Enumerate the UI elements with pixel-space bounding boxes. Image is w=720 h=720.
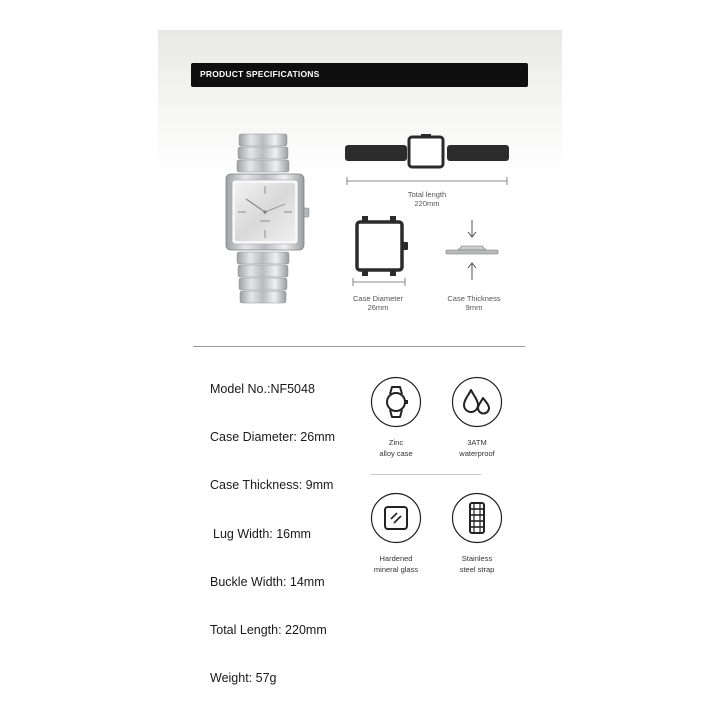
feature-strap-label [437, 553, 517, 575]
total-length-caption [387, 190, 467, 208]
steel-strap-icon [451, 492, 503, 544]
total-length-diagram [342, 134, 512, 192]
case-thickness-caption [434, 294, 514, 312]
spec-weight: Weight: 57g [210, 671, 277, 685]
header-title: PRODUCT SPECIFICATIONS [200, 69, 320, 79]
strap-left-icon [345, 145, 407, 161]
glass-icon [370, 492, 422, 544]
spec-total-length: Total Length: 220mm [210, 623, 327, 637]
case-thickness-label: Case Thickness [447, 294, 501, 303]
watch-case [226, 174, 309, 250]
water-drops-icon [451, 376, 503, 428]
total-length-value: 220mm [414, 199, 440, 208]
feature-glass-line1: Hardened [379, 554, 413, 563]
watch-photo [222, 130, 312, 315]
case-diameter-caption [338, 294, 418, 312]
spec-buckle-width: Buckle Width: 14mm [210, 575, 325, 589]
feature-glass-label [356, 553, 436, 575]
feature-divider [371, 474, 481, 475]
case-diameter-label: Case Diameter [352, 294, 404, 303]
header-bar [191, 63, 528, 87]
case-square-icon [357, 222, 402, 270]
watch-case-icon [370, 376, 422, 428]
strap-right-icon [447, 145, 509, 161]
product-spec-sheet [158, 30, 562, 720]
feature-glass-line2: mineral glass [373, 565, 419, 574]
spec-case-thickness: Case Thickness: 9mm [210, 478, 334, 492]
feature-waterproof-line1: 3ATM [467, 438, 487, 447]
feature-waterproof-label [437, 437, 517, 459]
case-thickness-value: 9mm [465, 303, 483, 312]
bracelet-lower [237, 252, 289, 303]
total-length-label: Total length [407, 190, 447, 199]
section-divider [193, 346, 525, 347]
spec-lug-width: Lug Width: 16mm [213, 527, 311, 541]
spec-case-diameter: Case Diameter: 26mm [210, 430, 336, 444]
spec-model-no: Model No.:NF5048 [210, 382, 315, 396]
feature-zinc-label [356, 437, 436, 459]
case-outline-icon [409, 137, 443, 167]
feature-zinc-line2: alloy case [379, 449, 413, 458]
case-diameter-diagram [348, 216, 414, 288]
feature-strap-line1: Stainless [461, 554, 493, 563]
case-diameter-value: 26mm [367, 303, 389, 312]
feature-waterproof-line2: waterproof [459, 449, 495, 458]
feature-zinc-line1: Zinc [388, 438, 404, 447]
bracelet-upper [237, 134, 289, 172]
feature-strap-line2: steel strap [459, 565, 495, 574]
case-profile-icon [458, 246, 486, 250]
case-thickness-diagram [442, 220, 506, 284]
